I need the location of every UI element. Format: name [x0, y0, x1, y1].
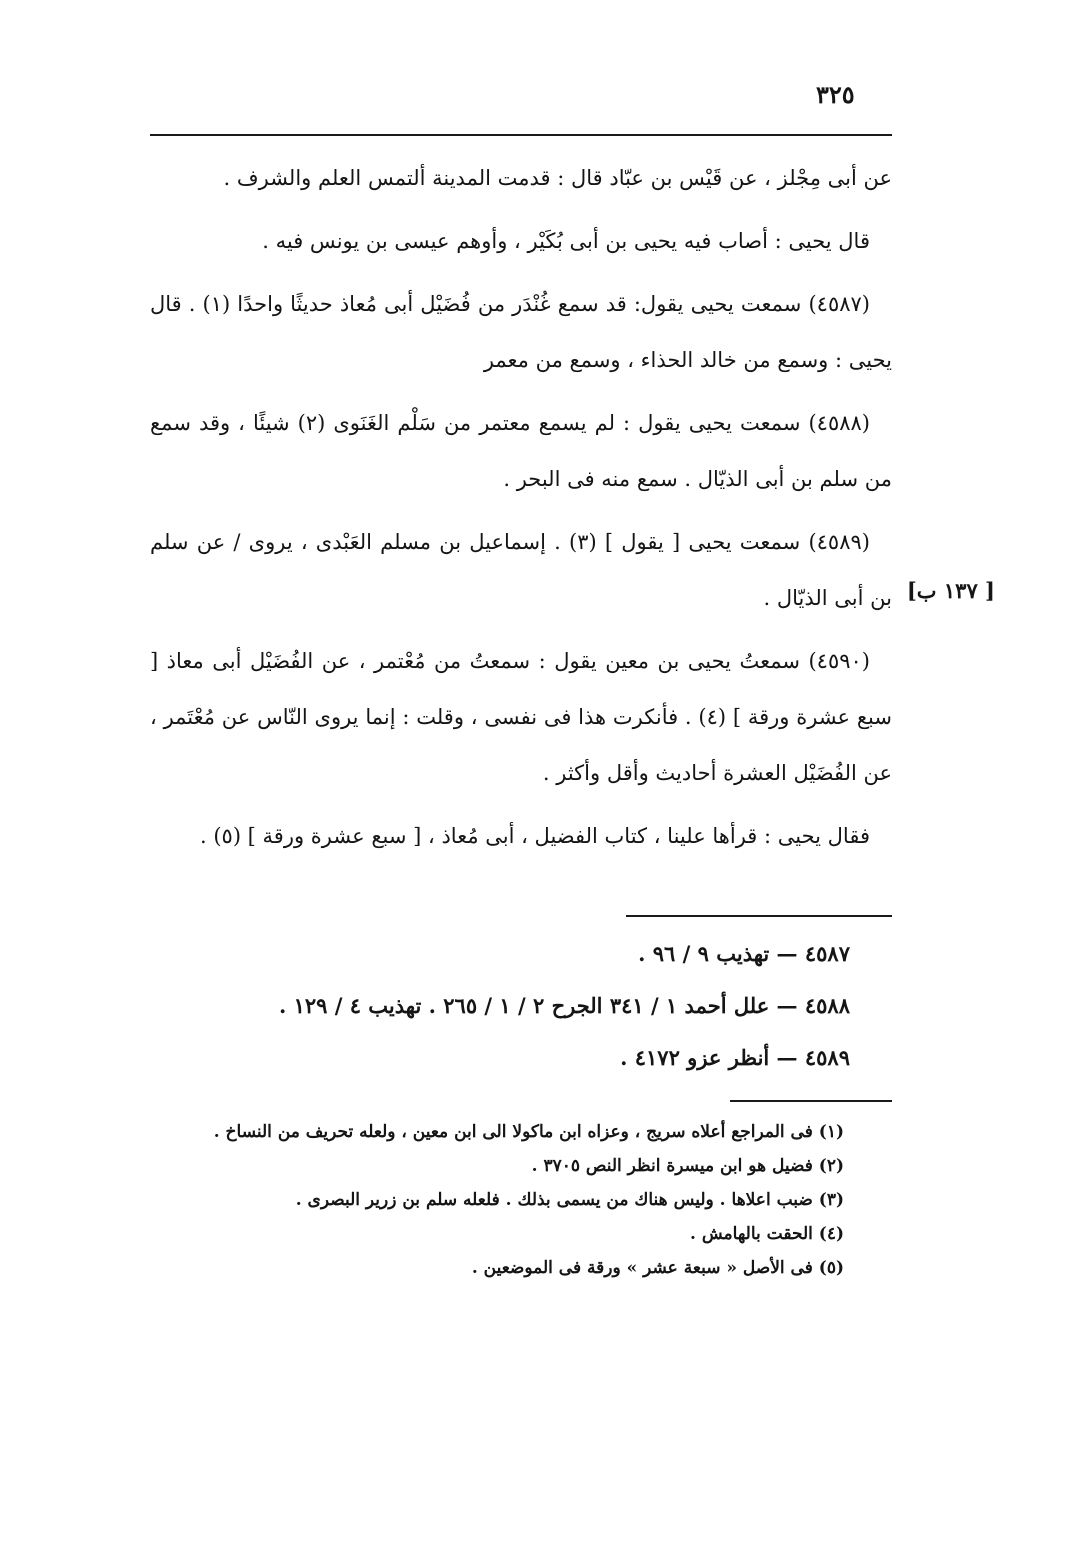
paragraph-text: قال يحيى : أصاب فيه يحيى بن أبى بُكَيْر ، وأوهم عيسى بن يونس فيه . [262, 229, 870, 253]
paragraph-text: (٤٥٨٧) سمعت يحيى يقول: قد سمع غُنْدَر من فُضَيْل أبى مُعاذ حديثًا واحدًا (١) . قال يحيى : وسمع من خالد الحذاء ، وسمع من معمر [150, 292, 892, 372]
main-text [150, 150, 892, 871]
paragraph-4588 [150, 395, 892, 507]
reference-line: ٤٥٨٧ — تهذيب ٩ / ٩٦ . [638, 941, 850, 966]
paragraph-text: فقال يحيى : قرأها علينا ، كتاب الفضيل ، أبى مُعاذ ، [ سبع عشرة ورقة ] (٥) . [199, 824, 870, 848]
reference-line: ٤٥٨٩ — أنظر عزو ٤١٧٢ . [620, 1045, 850, 1070]
footnotes-rule [730, 1100, 892, 1102]
paragraph-text: (٤٥٨٩) سمعت يحيى [ يقول ] (٣) . إسماعيل بن مسلم العَبْدى ، يروى / عن سلم بن أبى الذيّال . [150, 530, 892, 610]
footnote: (٥) فى الأصل « سبعة عشر » ورقة فى الموضعين . [471, 1258, 844, 1278]
paragraph [150, 150, 892, 206]
paragraph-text: (٤٥٨٨) سمعت يحيى يقول : لم يسمع معتمر من سَلْم الغَنَوى (٢) شيئًا ، وقد سمع من سلم بن أبى الذيّال . سمع منه فى البحر . [150, 411, 892, 491]
paragraph-text: عن أبى مِجْلز ، عن قَيْس بن عبّاد قال : قدمت المدينة ألتمس العلم والشرف . [223, 166, 892, 190]
footnote: (٢) فضيل هو ابن ميسرة انظر النص ٣٧٠٥ . [531, 1156, 844, 1176]
references [150, 928, 850, 1084]
footnote: (١) فى المراجع أعلاه سريج ، وعزاه ابن ماكولا الى ابن معين ، ولعله تحريف من النساخ . [213, 1122, 844, 1142]
paragraph-4587 [150, 276, 892, 388]
header-rule [150, 134, 892, 136]
footnote: (٤) الحقت بالهامش . [690, 1224, 844, 1244]
footnote: (٣) ضبب اعلاها . وليس هناك من يسمى بذلك . فلعله سلم بن زرير البصرى . [295, 1190, 844, 1210]
reference-line: ٤٥٨٨ — علل أحمد ١ / ٣٤١ الجرح ٢ / ١ / ٢٦٥ . تهذيب ٤ / ١٢٩ . [278, 993, 850, 1018]
references-rule [626, 915, 892, 917]
paragraph-4589 [150, 514, 892, 626]
folio-margin-note: [ ١٣٧ ب] [906, 578, 995, 603]
footnotes [150, 1118, 892, 1288]
page-number: ٣٢٥ [816, 80, 855, 109]
paragraph [150, 213, 892, 269]
paragraph-text: (٤٥٩٠) سمعتُ يحيى بن معين يقول : سمعتُ من مُعْتمر ، عن الفُضَيْل أبى معاذ [ سبع عشرة ورقة ] (٤) . فأنكرت هذا فى نفسى ، وقلت : إنما يروى النّاس عن مُعْتَمر ، عن الفُضَيْل العشرة أحاديث وأقل وأكثر . [150, 649, 892, 785]
paragraph [150, 808, 892, 864]
paragraph-4590 [150, 633, 892, 801]
